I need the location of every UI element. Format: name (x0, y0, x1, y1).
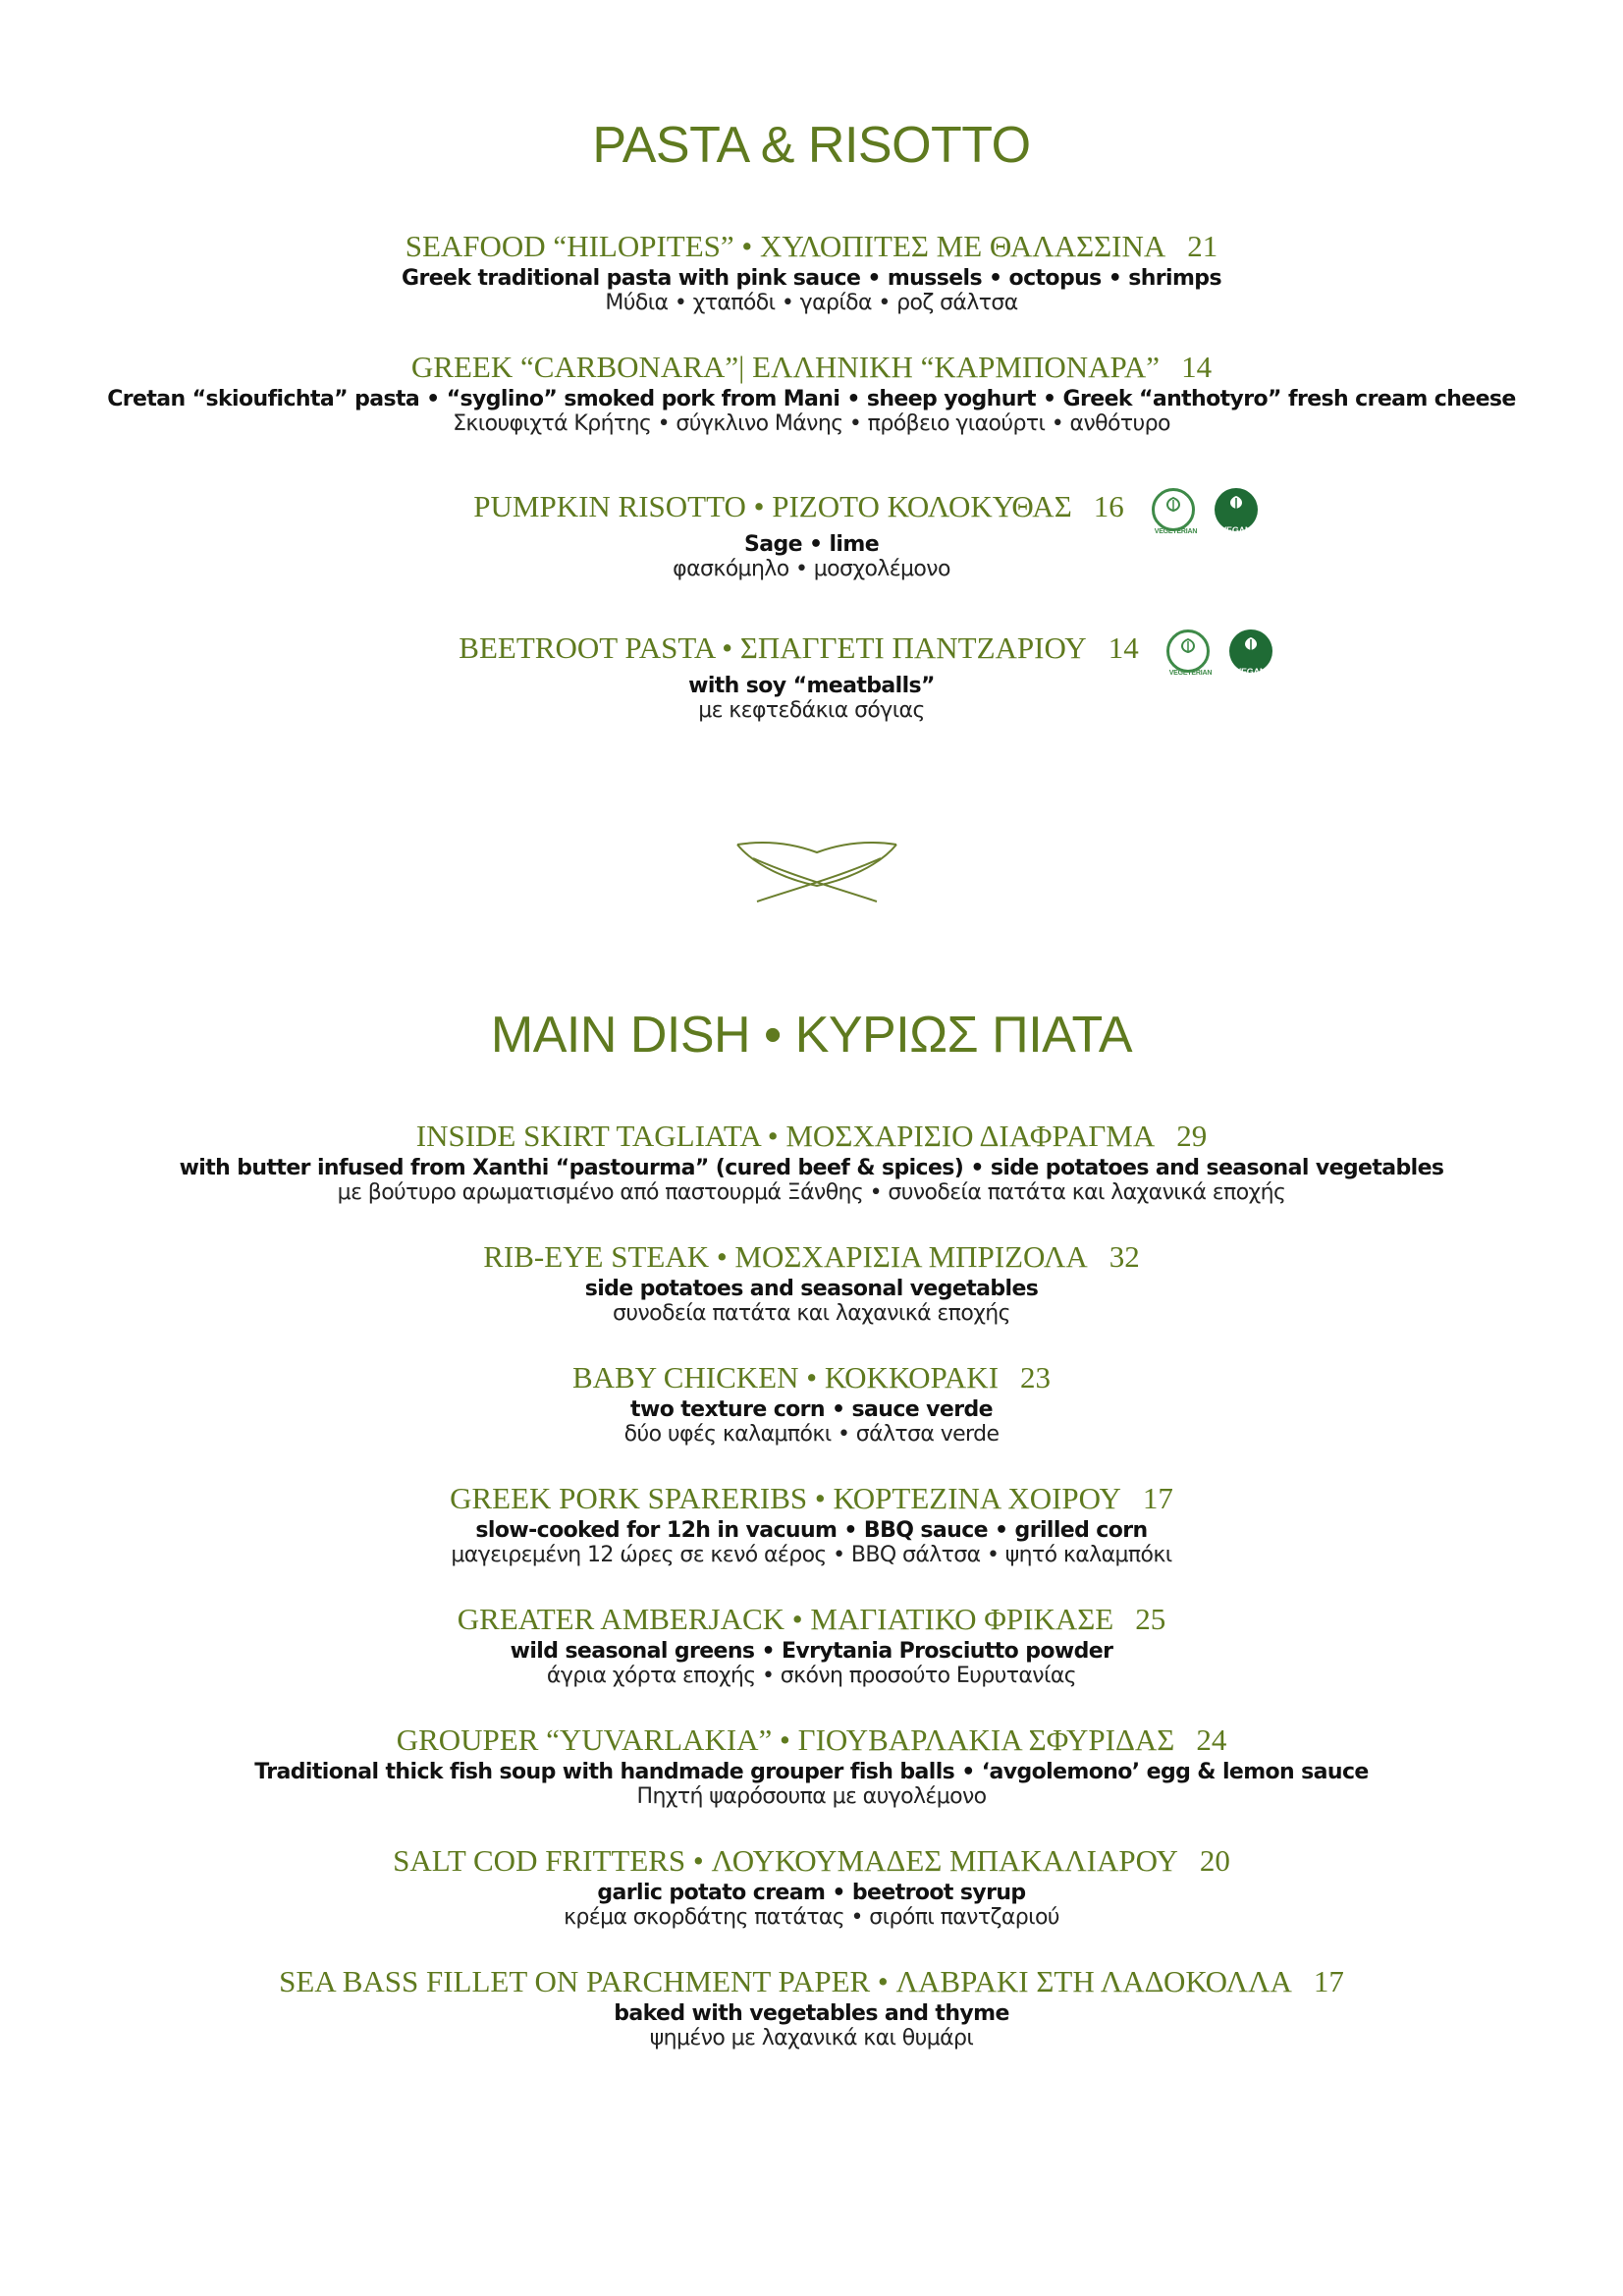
menu-item-description-gr: μαγειρεμένη 12 ώρες σε κενό αέρος • BBQ σάλτσα • ψητό καλαμπόκι (451, 1543, 1172, 1567)
menu-item-name: SEA BASS FILLET ON PARCHMENT PAPER • ΛΑΒΡΑΚΙ ΣΤΗ ΛΑΔΟΚΟΛΛΑ 17 (279, 1964, 1344, 1998)
menu-item-description-en: Traditional thick fish soup with handmade grouper fish balls • ‘avgolemono’ egg & lemon sauce (254, 1760, 1369, 1784)
menu-item-salt-cod-fritters (0, 1842, 1623, 1930)
menu-item-description-en: side potatoes and seasonal vegetables (584, 1277, 1039, 1301)
menu-item-name: SEAFOOD “HILOPITES” • ΧΥΛΟΠΙΤΕΣ ΜΕ ΘΑΛΑΣΣΙΝΑ 21 (405, 229, 1218, 263)
vegetarian-leaf-badge-icon: VEGETERIAN (1166, 629, 1210, 673)
menu-item-price: 23 (1020, 1360, 1052, 1394)
crossed-leaves-ornament-icon (733, 837, 900, 907)
menu-item-description-gr: με βούτυρο αρωματισμένο από παστουρμά Ξάνθης • συνοδεία πατάτα και λαχανικά εποχής (337, 1180, 1286, 1205)
menu-item-name: BABY CHICKEN • ΚΟΚΚΟΡΑΚΙ 23 (571, 1360, 1052, 1394)
menu-item-price: 29 (1176, 1119, 1208, 1153)
menu-item-inside-skirt-tagliata (0, 1118, 1623, 1205)
diet-badges (1152, 488, 1277, 535)
menu-item-price: 14 (1181, 350, 1213, 384)
menu-item-description-gr: ψημένο με λαχανικά και θυμάρι (649, 2026, 974, 2050)
menu-item-description-gr: Πηχτή ψαρόσουπα με αυγολέμονο (636, 1784, 987, 1809)
diet-badges (1166, 629, 1292, 677)
menu-item-description-gr: άγρια χόρτα εποχής • σκόνη προσούτο Ευρυτανίας (546, 1664, 1077, 1688)
menu-item-price: 24 (1196, 1722, 1227, 1757)
vegan-leaf-badge-icon: VEGAN (1229, 629, 1272, 673)
menu-item-description-gr: με κεφτεδάκια σόγιας (698, 698, 925, 723)
menu-item-name: BEETROOT PASTA • ΣΠΑΓΓΕΤΙ ΠΑΝΤΖΑΡΙΟΥ 14 VEGETERIAN VEGAN (459, 629, 1291, 673)
section-title-pasta-risotto: PASTA & RISOTTO (592, 117, 1031, 174)
menu-item-price: 25 (1135, 1602, 1166, 1636)
menu-item-greek-carbonara (0, 349, 1623, 436)
menu-item-price: 14 (1108, 630, 1139, 666)
menu-item-description-gr: φασκόμηλο • μοσχολέμονο (673, 557, 950, 581)
menu-item-description-en: garlic potato cream • beetroot syrup (597, 1881, 1026, 1905)
menu-item-seafood-hilopites (0, 228, 1623, 315)
menu-item-price: 21 (1187, 229, 1218, 263)
vegetarian-leaf-badge-icon: VEGETERIAN (1152, 488, 1195, 531)
menu-item-description-gr: Σκιουφιχτά Κρήτης • σύγκλινο Μάνης • πρόβειο γιαούρτι • ανθότυρο (453, 411, 1170, 436)
menu-item-price: 32 (1109, 1239, 1140, 1274)
section-title-main-dish: MAIN DISH • ΚΥΡΙΩΣ ΠΙΑΤΑ (490, 1007, 1133, 1064)
menu-item-price: 17 (1142, 1481, 1173, 1515)
menu-item-name: GREATER AMBERJACK • ΜΑΓΙΑΤΙΚΟ ΦΡΙΚΑΣΕ 25 (457, 1602, 1166, 1636)
menu-item-description-en: Greek traditional pasta with pink sauce • mussels • octopus • shrimps (402, 266, 1221, 291)
menu-item-name: RIB-EYE STEAK • ΜΟΣΧΑΡΙΣΙΑ ΜΠΡΙΖΟΛΑ 32 (483, 1239, 1140, 1274)
menu-item-rib-eye-steak (0, 1238, 1623, 1326)
menu-item-price: 16 (1093, 489, 1124, 524)
menu-item-name: PUMPKIN RISOTTO • ΡΙΖΟΤΟ ΚΟΛΟΚΥΘΑΣ 16 VEGETERIAN VEGAN (473, 488, 1276, 531)
menu-item-name: GREEK “CARBONARA”| ΕΛΛΗΝΙΚΗ “ΚΑΡΜΠΟΝΑΡΑ” 14 (410, 350, 1213, 384)
menu-item-greater-amberjack (0, 1601, 1623, 1688)
menu-item-description-en: two texture corn • sauce verde (630, 1397, 993, 1422)
menu-item-name: SALT COD FRITTERS • ΛΟΥΚΟΥΜΑΔΕΣ ΜΠΑΚΑΛΙΑΡΟΥ 20 (393, 1843, 1230, 1878)
menu-item-beetroot-pasta (0, 629, 1623, 723)
menu-item-description-en: with butter infused from Xanthi “pastourma” (cured beef & spices) • side potatoes and seasonal vegetables (179, 1156, 1444, 1180)
menu-item-baby-chicken (0, 1359, 1623, 1447)
menu-item-description-gr: Μύδια • χταπόδι • γαρίδα • ροζ σάλτσα (605, 291, 1018, 315)
menu-item-description-en: Cretan “skioufichta” pasta • “syglino” smoked pork from Mani • sheep yoghurt • Greek “anthotyro” fresh cream cheese (107, 387, 1516, 411)
menu-item-description-en: wild seasonal greens • Evrytania Prosciutto powder (510, 1639, 1113, 1664)
menu-item-greek-pork-spareribs (0, 1480, 1623, 1567)
menu-item-name: GREEK PORK SPARERIBS • ΚΟΡΤΕΖΙΝΑ ΧΟΙΡΟΥ 17 (450, 1481, 1173, 1515)
menu-item-description-gr: κρέμα σκορδάτης πατάτας • σιρόπι παντζαριού (564, 1905, 1059, 1930)
menu-item-pumpkin-risotto (0, 488, 1623, 581)
menu-item-description-en: slow-cooked for 12h in vacuum • BBQ sauce • grilled corn (475, 1518, 1148, 1543)
menu-item-description-gr: δύο υφές καλαμπόκι • σάλτσα verde (623, 1422, 1000, 1447)
menu-item-grouper-yuvarlakia (0, 1722, 1623, 1809)
menu-item-name: INSIDE SKIRT TAGLIATA • ΜΟΣΧΑΡΙΣΙΟ ΔΙΑΦΡΑΓΜΑ 29 (415, 1119, 1208, 1153)
vegan-leaf-badge-icon: VEGAN (1215, 488, 1258, 531)
menu-item-price: 20 (1199, 1843, 1230, 1878)
menu-item-sea-bass-fillet (0, 1963, 1623, 2050)
menu-item-description-en: baked with vegetables and thyme (614, 2001, 1009, 2026)
menu-item-description-en: Sage • lime (743, 532, 880, 557)
menu-item-name: GROUPER “YUVARLAKIA” • ΓΙΟΥΒΑΡΛΑΚΙΑ ΣΦΥΡΙΔΑΣ 24 (396, 1722, 1227, 1757)
menu-item-description-gr: συνοδεία πατάτα και λαχανικά εποχής (613, 1301, 1010, 1326)
menu-item-description-en: with soy “meatballs” (688, 674, 935, 698)
menu-item-price: 17 (1313, 1964, 1344, 1998)
